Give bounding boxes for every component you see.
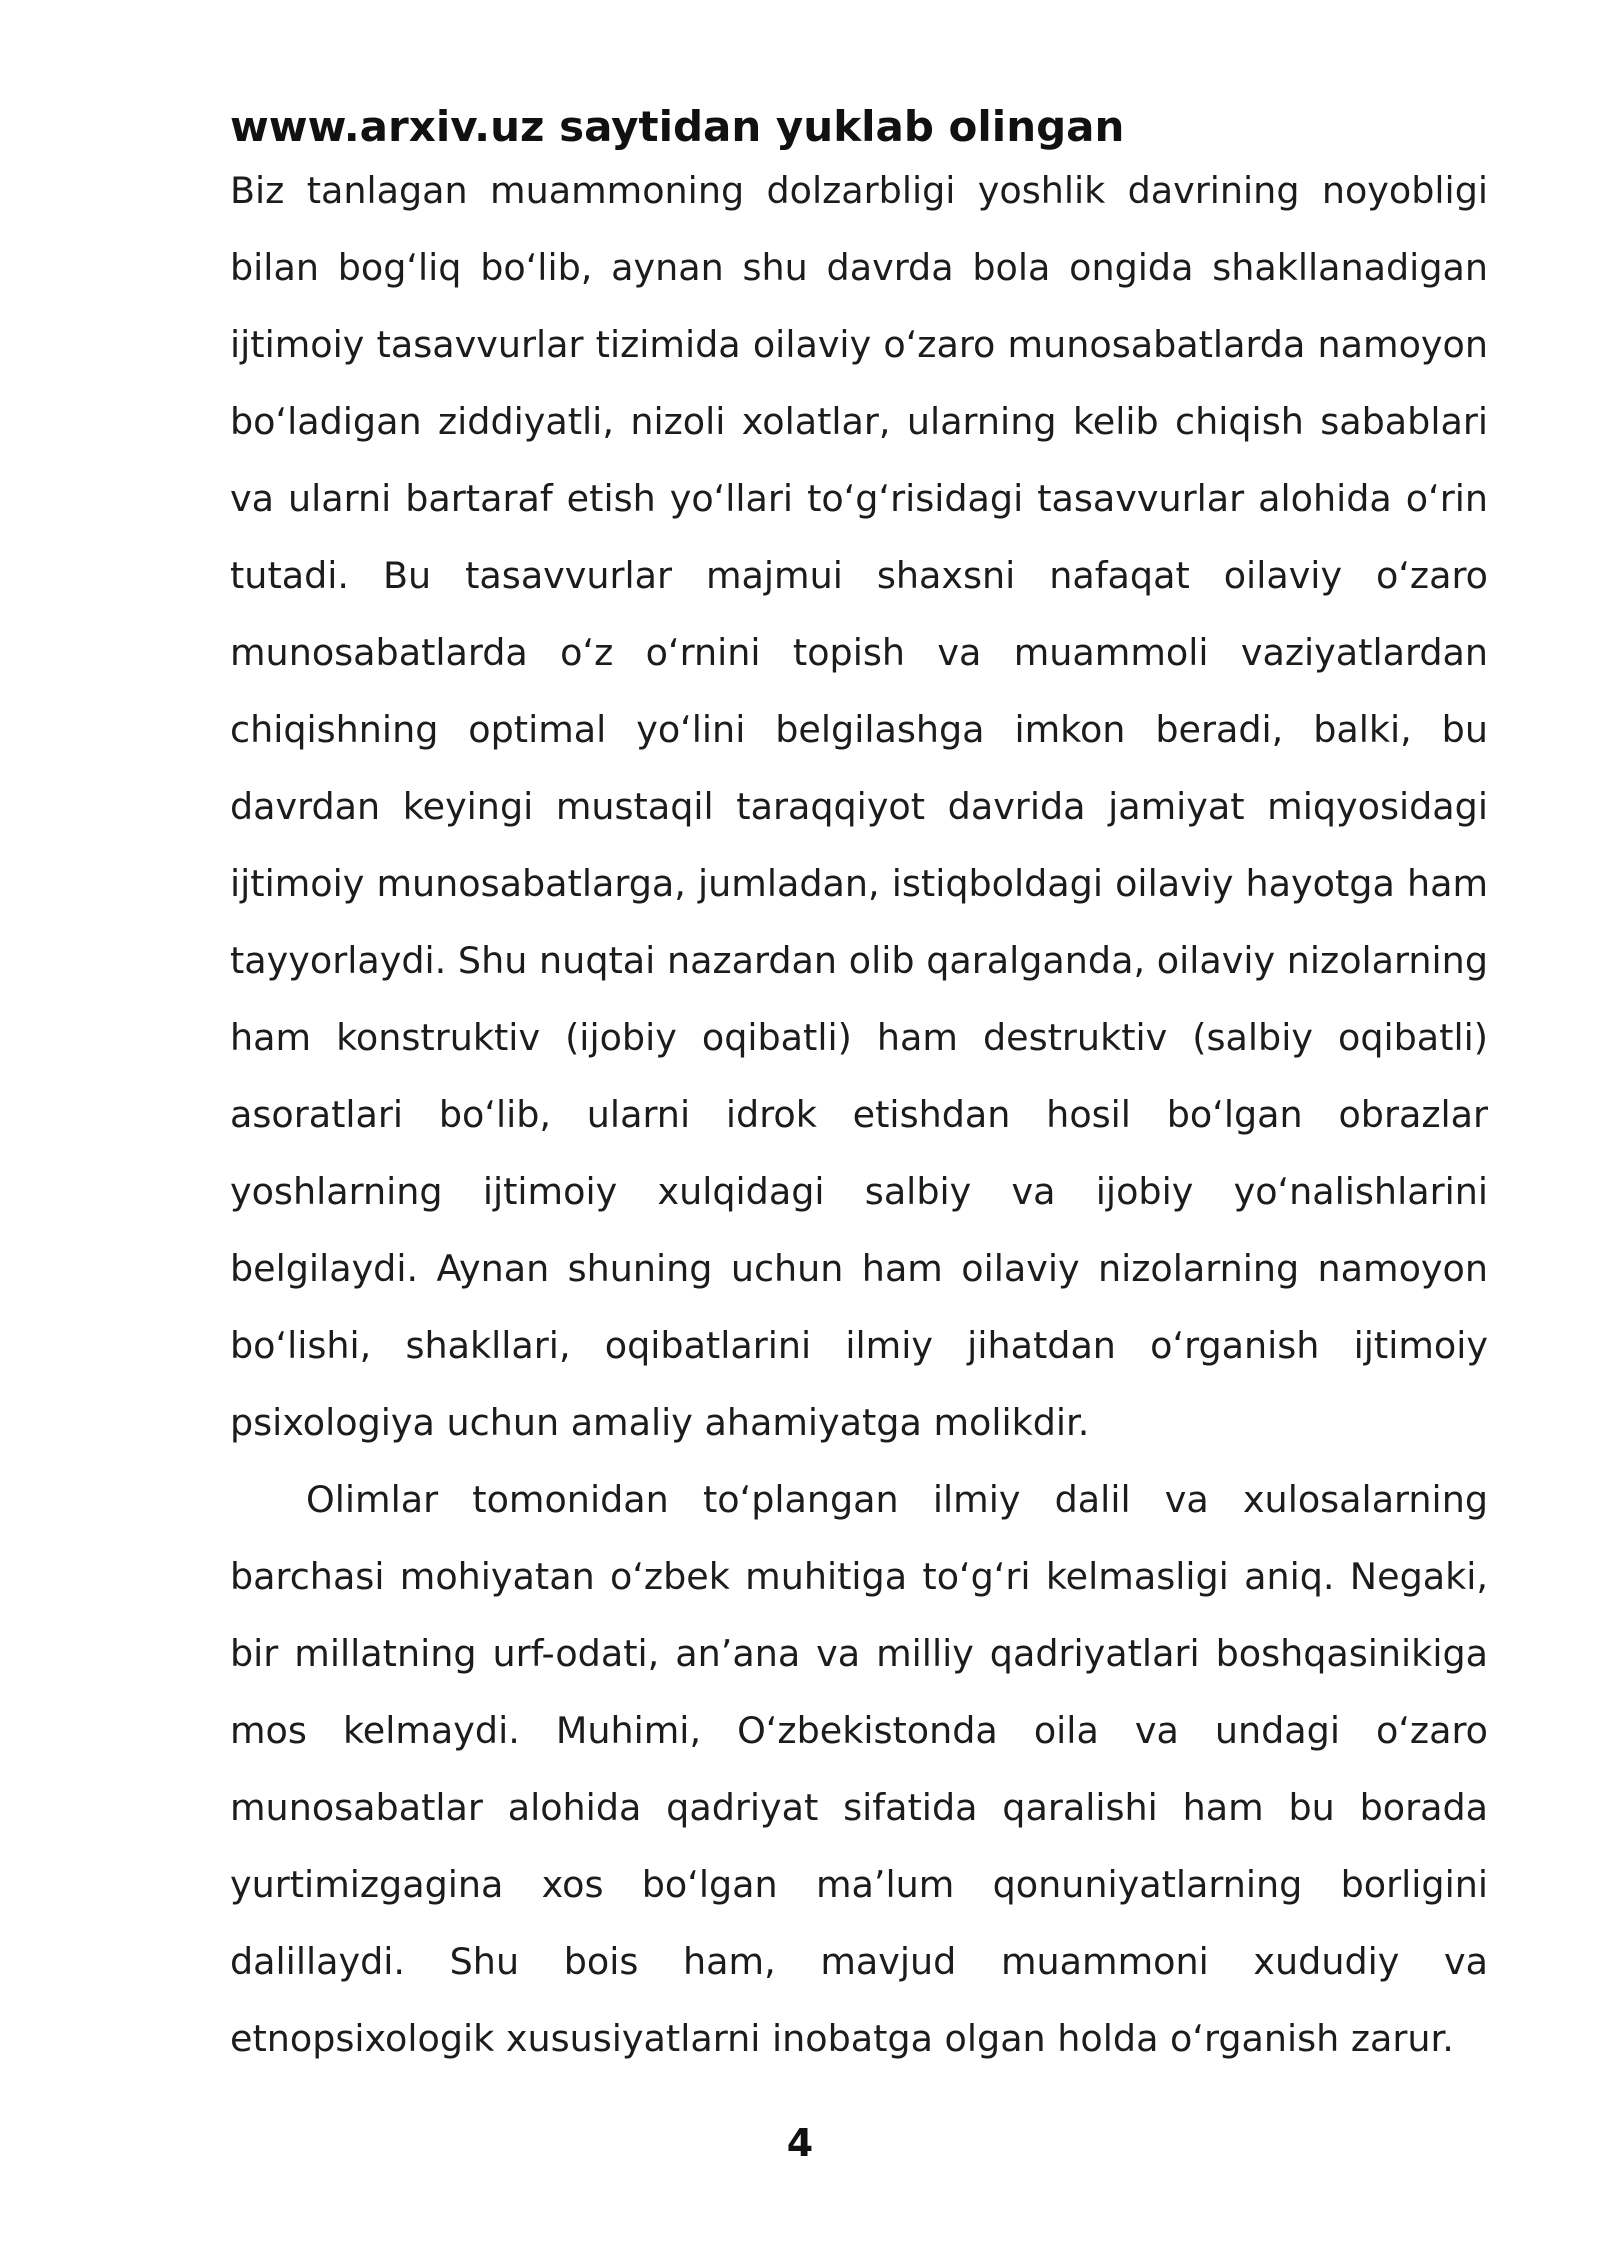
page-number: 4 [786, 2121, 814, 2165]
body-text [230, 152, 1488, 2077]
paragraph-relevance: Biz tanlagan muammoning dolzarbligi yoshlik davrining noyobligi bilan bog‘liq bo‘lib, aynan shu davrda bola ongida shakllanadigan ijtimoiy tasavvurlar tizimida oilaviy o‘zaro munosabatlarda namoyon bo‘ladigan ziddiyatli, nizoli xolatlar, ularning kelib chiqish sabablari va ularni bartaraf etish yo‘llari to‘g‘risidagi tasavvurlar alohida o‘rin tutadi. Bu tasavvurlar majmui shaxsni nafaqat oilaviy o‘zaro munosabatlarda o‘z o‘rnini topish va muammoli vaziyatlardan chiqishning optimal yo‘lini belgilashga imkon beradi, balki, bu davrdan keyingi mustaqil taraqqiyot davrida jamiyat miqyosidagi ijtimoiy munosabatlarga, jumladan, istiqboldagi oilaviy hayotga ham tayyorlaydi. Shu nuqtai nazardan olib qaralganda, oilaviy nizolarning ham konstruktiv (ijobiy oqibatli) ham destruktiv (salbiy oqibatli) asoratlari bo‘lib, ularni idrok etishdan hosil bo‘lgan obrazlar yoshlarning ijtimoiy xulqidagi salbiy va ijobiy yo‘nalishlarini belgilaydi. Aynan shuning uchun ham oilaviy nizolarning namoyon bo‘lishi, shakllari, oqibatlarini ilmiy jihatdan o‘rganish ijtimoiy psixologiya uchun amaliy ahamiyatga molikdir. [230, 169, 1488, 1444]
paragraph-national-context: Olimlar tomonidan to‘plangan ilmiy dalil va xulosalarning barchasi mohiyatan o‘zbek muhitiga to‘g‘ri kelmasligi aniq. Negaki, bir millatning urf-odati, an’ana va milliy qadriyatlari boshqasinikiga mos kelmaydi. Muhimi, O‘zbekistonda oila va undagi o‘zaro munosabatlar alohida qadriyat sifatida qaralishi ham bu borada yurtimizgagina xos bo‘lgan ma’lum qonuniyatlarning borligini dalillaydi. Shu bois ham, mavjud muammoni xududiy va etnopsixologik xususiyatlarni inobatga olgan holda o‘rganish zarur. [230, 1478, 1488, 2060]
source-watermark: www.arxiv.uz saytidan yuklab olingan [230, 102, 1125, 151]
